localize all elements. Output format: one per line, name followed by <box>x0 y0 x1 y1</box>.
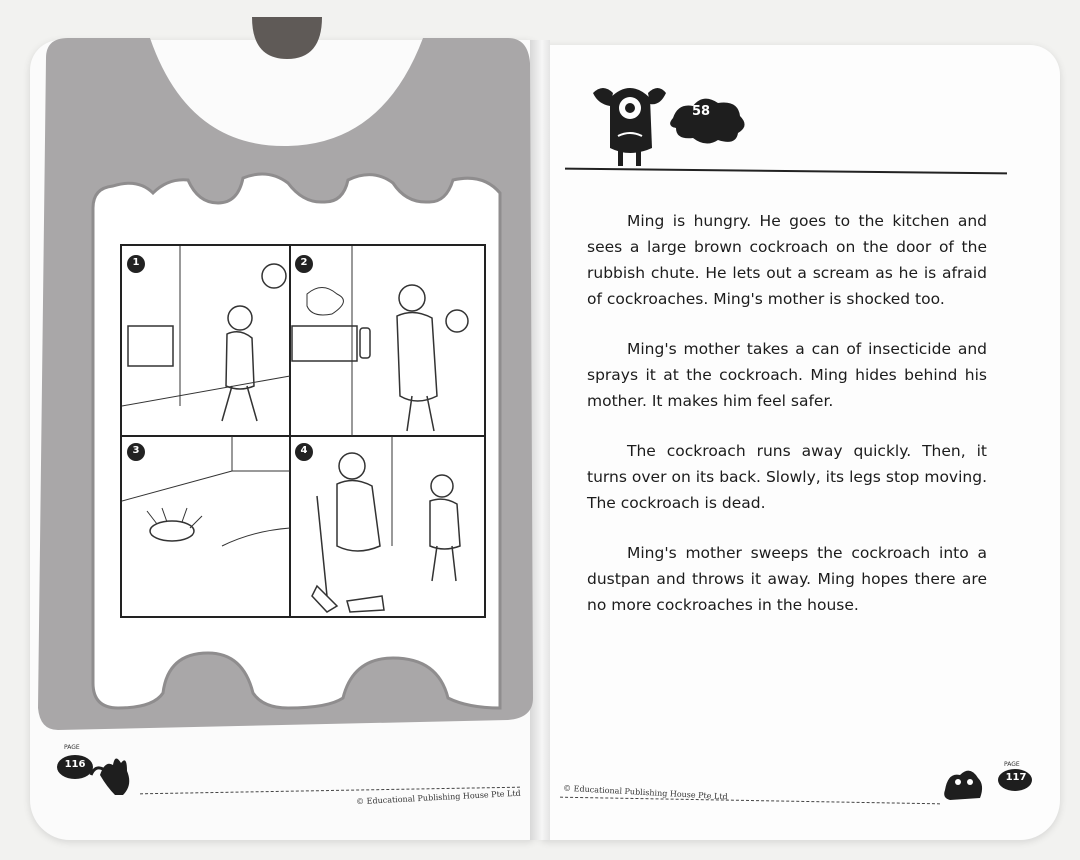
panel-3-label: 3 <box>132 445 140 456</box>
right-page-number: 117 <box>1005 772 1027 783</box>
story-text <box>587 208 987 642</box>
copyright-right: © Educational Publishing House Pte Ltd <box>562 783 728 802</box>
panel-1-label: 1 <box>132 257 140 268</box>
book-gutter <box>530 40 550 840</box>
left-page-badge-icon <box>55 745 145 800</box>
left-page-number: 116 <box>64 759 86 770</box>
story-number: 58 <box>691 104 711 119</box>
left-page-tag: PAGE <box>64 744 80 751</box>
panel-4-label: 4 <box>300 445 308 456</box>
story-paragraph: Ming is hungry. He goes to the kitchen and sees a large brown cockroach on the door of the rubbish chute. He lets out a scream as he is afraid of cockroaches. Ming's mother is shocked too. <box>587 212 987 308</box>
story-paragraph: Ming's mother sweeps the cockroach into a dustpan and throws it away. Ming hopes there are no more cockroaches in the house. <box>587 544 987 614</box>
frame-tab <box>248 15 326 61</box>
monster-mascot-icon <box>588 78 748 173</box>
comic-strip <box>120 244 486 618</box>
story-paragraph: Ming's mother takes a can of insecticide and sprays it at the cockroach. Ming hides behind his mother. It makes him feel safer. <box>587 340 987 410</box>
panel-2-label: 2 <box>300 257 308 268</box>
story-paragraph: The cockroach runs away quickly. Then, it turns over on its back. Slowly, its legs stop moving. The cockroach is dead. <box>587 442 987 512</box>
comic-drawing <box>122 246 484 616</box>
copyright-left: © Educational Publishing House Pte Ltd <box>355 788 521 807</box>
right-page-tag: PAGE <box>1004 761 1020 768</box>
